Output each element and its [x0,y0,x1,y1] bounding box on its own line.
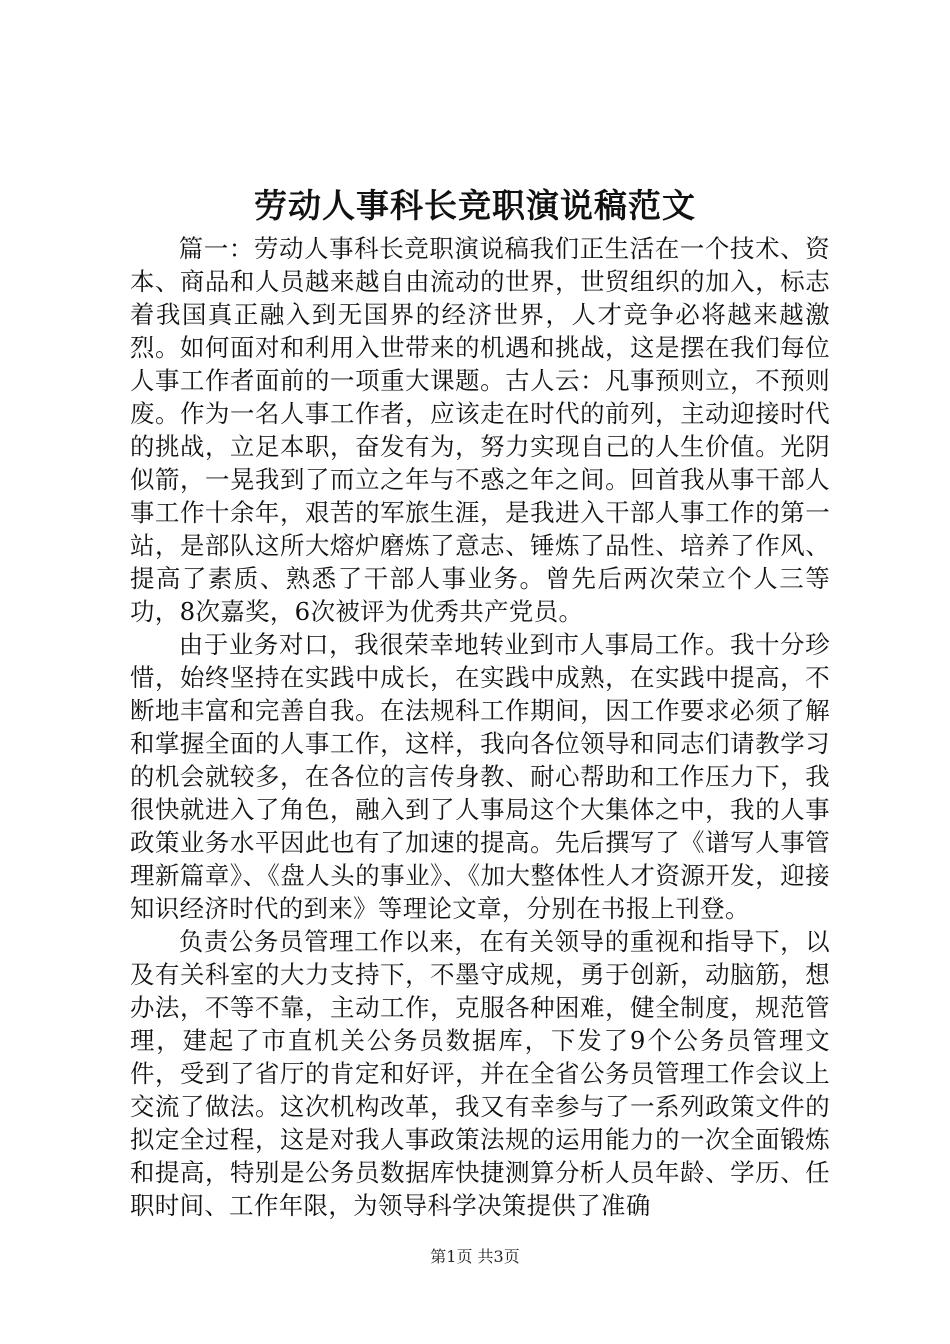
paragraph-3: 负责公务员管理工作以来，在有关领导的重视和指导下，以及有关科室的大力支持下，不墨守成规，勇于创新，动脑筋，想办法，不等不靠，主动工作，克服各种困难，健全制度，规范管理，建起了市直机关公务员数据库，下发了9个公务员管理文件，受到了省厅的肯定和好评，并在全省公务员管理工作会议上交流了做法。这次机构改革，我又有幸参与了一系列政策文件的拟定全过程，这是对我人事政策法规的运用能力的一次全面锻炼和提高，特别是公务员数据库快捷测算分析人员年龄、学历、任职时间、工作年限，为领导科学决策提供了准确 [130,927,830,1220]
paragraph-1: 篇一：劳动人事科长竞职演说稿我们正生活在一个技术、资本、商品和人员越来越自由流动的世界，世贸组织的加入，标志着我国真正融入到无国界的经济世界，人才竞争必将越来越激烈。如何面对和利用入世带来的机遇和挑战，这是摆在我们每位人事工作者面前的一项重大课题。古人云：凡事预则立，不预则废。作为一名人事工作者，应该走在时代的前列，主动迎接时代的挑战，立足本职，奋发有为，努力实现自己的人生价值。光阴似箭，一晃我到了而立之年与不惑之年之间。回首我从事干部人事工作十余年，艰苦的军旅生涯，是我进入干部人事工作的第一站，是部队这所大熔炉磨炼了意志、锤炼了品性、培养了作风、提高了素质、熟悉了干部人事业务。曾先后两次荣立个人三等功，8次嘉奖，6次被评为优秀共产党员。 [130,234,830,626]
document-title: 劳动人事科长竞职演说稿范文 [254,186,696,225]
paragraph-2: 由于业务对口，我很荣幸地转业到市人事局工作。我十分珍惜，始终坚持在实践中成长，在实践中成熟，在实践中提高，不断地丰富和完善自我。在法规科工作期间，因工作要求必须了解和掌握全面的人事工作，这样，我向各位领导和同志们请教学习的机会就较多，在各位的言传身教、耐心帮助和工作压力下，我很快就进入了角色，融入到了人事局这个大集体之中，我的人事政策业务水平因此也有了加速的提高。先后撰写了《谱写人事管理新篇章》、《盘人头的事业》、《加大整体性人才资源开发，迎接知识经济时代的到来》等理论文章，分别在书报上刊登。 [130,630,830,923]
page-footer: 第1页 共3页 [430,1247,520,1266]
document-body [130,232,830,1222]
